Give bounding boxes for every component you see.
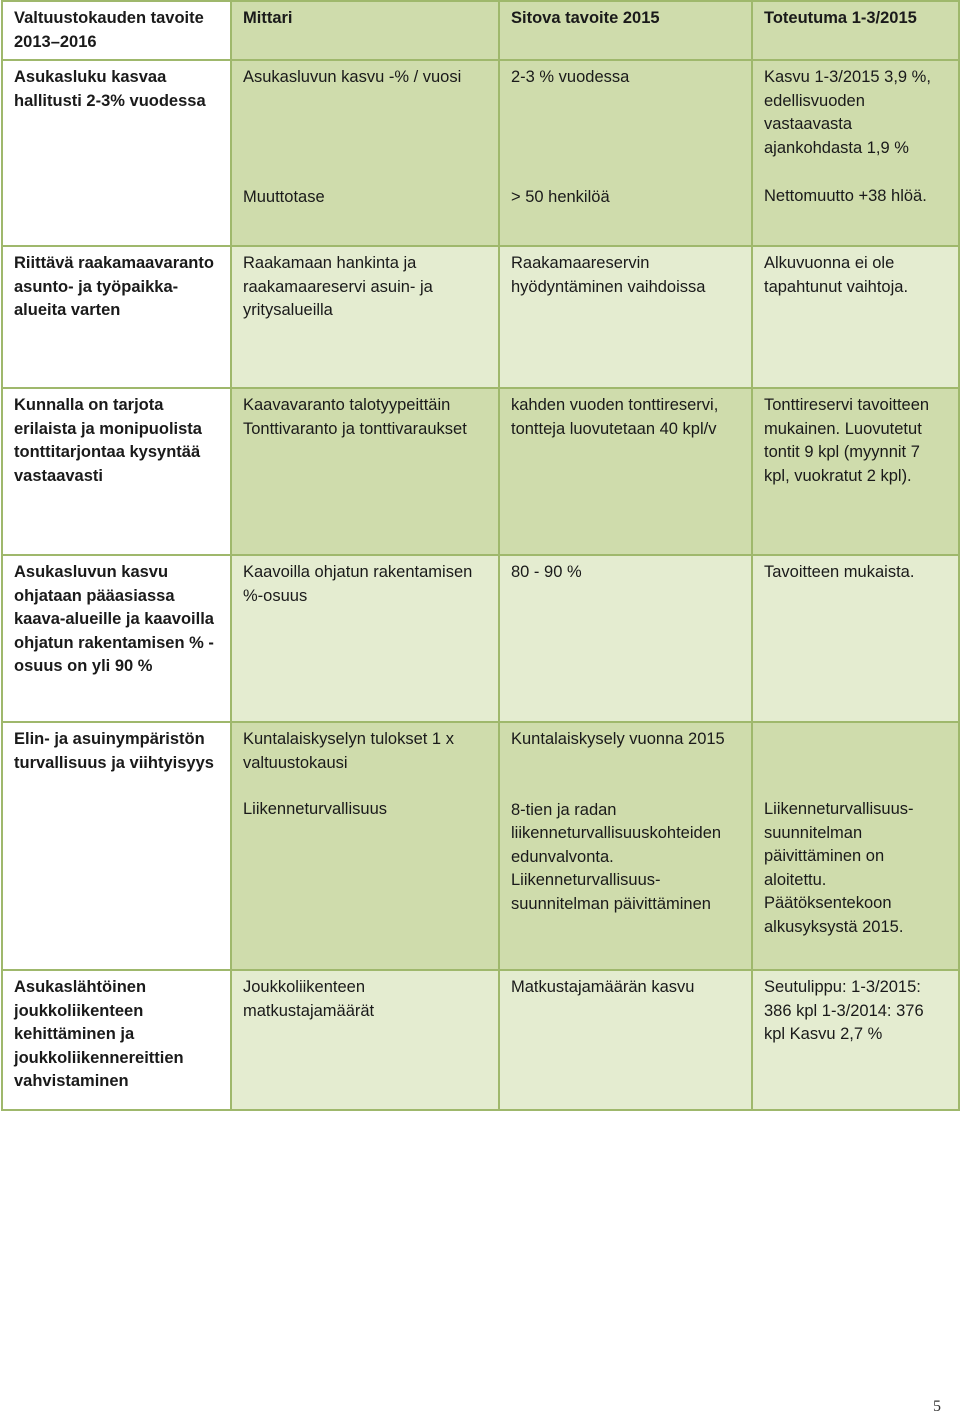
target-text: 2-3 % vuodessa — [511, 68, 630, 86]
goal-cell: Asukasluvun kasvu ohjataan pääasiassa kaava-alueille ja kaavoilla ohjatun rakentamisen % -osuus on yli 90 % — [2, 555, 231, 722]
actual-cell: Alkuvuonna ei ole tapahtunut vaihtoja. — [752, 246, 959, 388]
metric-text: Muuttotase — [243, 187, 325, 206]
metric-cell: Kaavavaranto talotyypeittäin Tonttivaranto ja tonttivaraukset — [231, 388, 499, 555]
page-number: 5 — [933, 1398, 941, 1415]
table-row — [2, 388, 959, 555]
table-row — [2, 722, 959, 970]
target-text: > 50 henkilöä — [511, 187, 610, 206]
header-goal: Valtuustokauden tavoite 2013–2016 — [2, 1, 231, 60]
metric-text: Kuntalaiskyselyn tulokset 1 x valtuustokausi — [243, 730, 454, 772]
actual-cell — [752, 60, 959, 246]
metric-cell: Kaavoilla ohjatun rakentamisen %-osuus — [231, 555, 499, 722]
target-text: 8-tien ja radan liikenneturvallisuuskohteiden edunvalvonta. Liikenneturvallisuus-suunnitelman päivittäminen — [511, 800, 722, 913]
goal-cell: Riittävä raakamaavaranto asunto- ja työpaikka-alueita varten — [2, 246, 231, 388]
target-cell: Matkustajamäärän kasvu — [499, 970, 752, 1110]
actual-text: Nettomuutto +38 hlöä. — [764, 187, 927, 205]
target-cell: 80 - 90 % — [499, 555, 752, 722]
table-row — [2, 246, 959, 388]
target-cell: kahden vuoden tonttireservi, tontteja luovutetaan 40 kpl/v — [499, 388, 752, 555]
goals-table — [1, 0, 960, 1111]
table-row — [2, 555, 959, 722]
actual-text: Liikenneturvallisuus-suunnitelman päivittäminen on aloitettu. Päätöksentekoon alkusyksystä 2015. — [764, 800, 914, 936]
goal-cell: Asukasluku kasvaa hallitusti 2-3% vuodessa — [2, 60, 231, 246]
table-header-row — [2, 1, 959, 60]
metric-cell — [231, 722, 499, 970]
actual-cell: Tonttireservi tavoitteen mukainen. Luovutetut tontit 9 kpl (myynnit 7 kpl, vuokratut 2 kpl). — [752, 388, 959, 555]
actual-cell — [752, 722, 959, 970]
actual-cell: Seutulippu: 1-3/2015: 386 kpl 1-3/2014: 376 kpl Kasvu 2,7 % — [752, 970, 959, 1110]
target-cell: Raakamaareservin hyödyntäminen vaihdoissa — [499, 246, 752, 388]
target-text: Kuntalaiskysely vuonna 2015 — [511, 730, 725, 748]
actual-cell: Tavoitteen mukaista. — [752, 555, 959, 722]
header-target: Sitova tavoite 2015 — [499, 1, 752, 60]
metric-text: Liikenneturvallisuus — [243, 800, 387, 818]
metric-cell: Raakamaan hankinta ja raakamaareservi asuin- ja yritysalueilla — [231, 246, 499, 388]
goal-cell: Elin- ja asuinympäristön turvallisuus ja viihtyisyys — [2, 722, 231, 970]
goal-cell: Asukaslähtöinen joukkoliikenteen kehittäminen ja joukkoliikennereittien vahvistaminen — [2, 970, 231, 1110]
metric-cell — [231, 60, 499, 246]
metric-text: Asukasluvun kasvu -% / vuosi — [243, 68, 462, 86]
target-cell — [499, 722, 752, 970]
target-cell — [499, 60, 752, 246]
table-row — [2, 970, 959, 1110]
metric-cell: Joukkoliikenteen matkustajamäärät — [231, 970, 499, 1110]
header-actual: Toteutuma 1-3/2015 — [752, 1, 959, 60]
goal-cell: Kunnalla on tarjota erilaista ja monipuolista tonttitarjontaa kysyntää vastaavasti — [2, 388, 231, 555]
table-row — [2, 60, 959, 246]
actual-text: Kasvu 1-3/2015 3,9 %, edellisvuoden vastaavasta ajankohdasta 1,9 % — [764, 68, 931, 157]
header-metric: Mittari — [231, 1, 499, 60]
